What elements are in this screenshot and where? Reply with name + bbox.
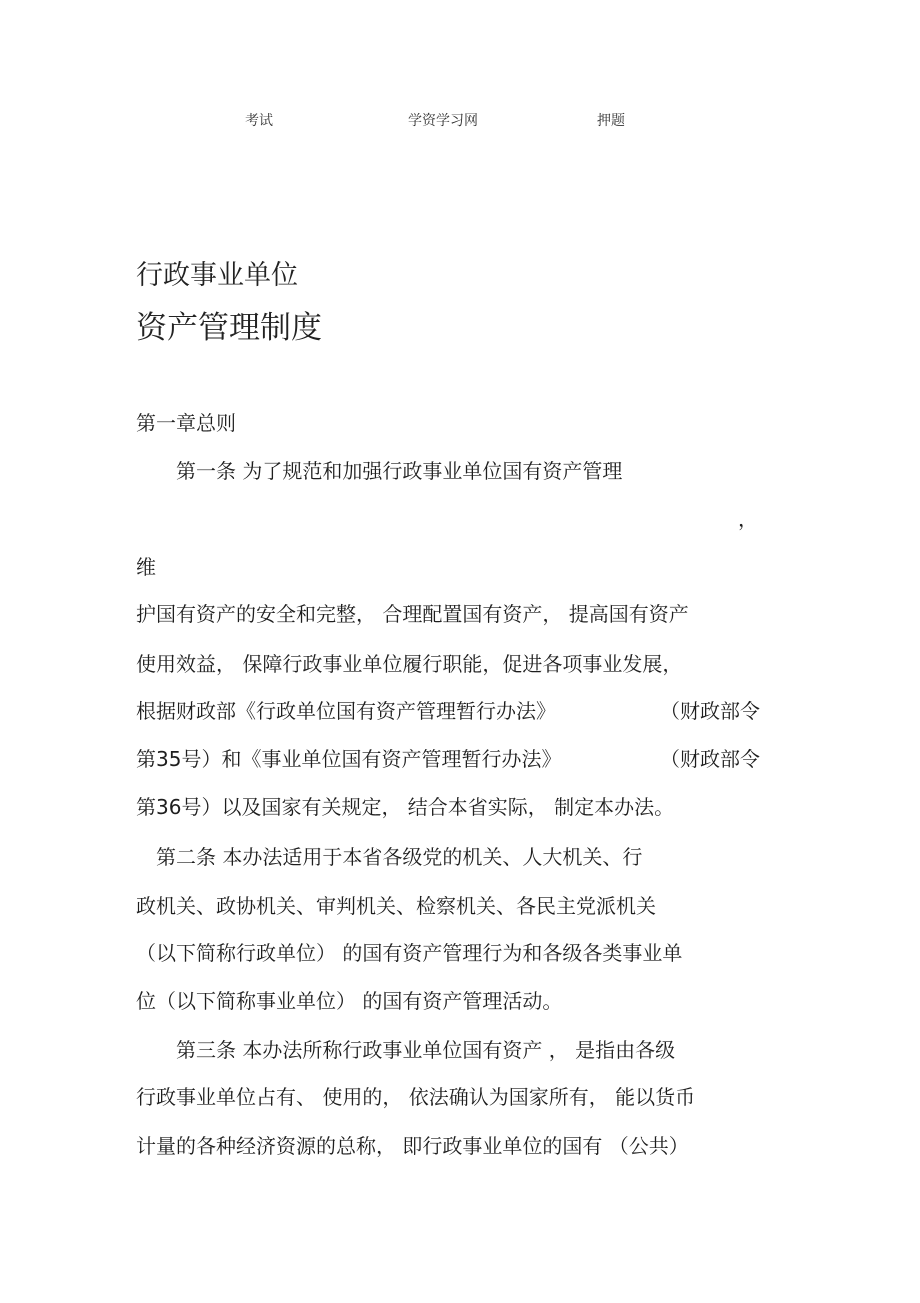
header-left-text: 考试 (245, 113, 273, 129)
article-2-line-1: 第二条 本办法适用于本省各级党的机关、人大机关、行 (156, 845, 643, 869)
article-3-line-3: 计量的各种经济资源的总称， 即行政事业单位的国有 （公共） (136, 1134, 689, 1158)
article-3-line-1: 第三条 本办法所称行政事业单位国有资产 ， 是指由各级 (176, 1038, 676, 1062)
header-right-text: 押题 (597, 113, 625, 129)
article-1-line-2: 维 (136, 555, 156, 579)
article-1-line-5b: （财政部令 (660, 699, 760, 723)
article-2-line-2: 政机关、政协机关、审判机关、检察机关、各民主党派机关 (136, 894, 656, 918)
article-1-line-6b: （财政部令 (660, 747, 760, 771)
article-2-line-3: （以下简称行政单位） 的国有资产管理行为和各级各类事业单 (136, 941, 683, 965)
article-1-comma: ， (738, 507, 758, 531)
title-line-1: 行政事业单位 (136, 260, 298, 291)
article-1-line-4: 使用效益， 保障行政事业单位履行职能，促进各项事业发展， (136, 652, 683, 676)
header-center-text: 学资学习网 (408, 113, 478, 129)
article-3-line-2: 行政事业单位占有、 使用的， 依法确认为国家所有， 能以货币 (136, 1085, 696, 1109)
article-2-line-4: 位（以下简称事业单位） 的国有资产管理活动。 (136, 989, 563, 1013)
article-1-line-7: 第36号）以及国家有关规定， 结合本省实际， 制定本办法。 (136, 795, 675, 819)
title-line-2: 资产管理制度 (136, 310, 322, 346)
article-1-line-1: 第一条 为了规范和加强行政事业单位国有资产管理 (176, 459, 623, 483)
article-1-line-6a: 第35号）和《事业单位国有资产管理暂行办法》 (136, 747, 562, 771)
article-1-line-3: 护国有资产的安全和完整， 合理配置国有资产， 提高国有资产 (136, 602, 689, 626)
article-1-line-5a: 根据财政部《行政单位国有资产管理暂行办法》 (136, 699, 556, 723)
chapter-heading: 第一章总则 (136, 411, 236, 435)
